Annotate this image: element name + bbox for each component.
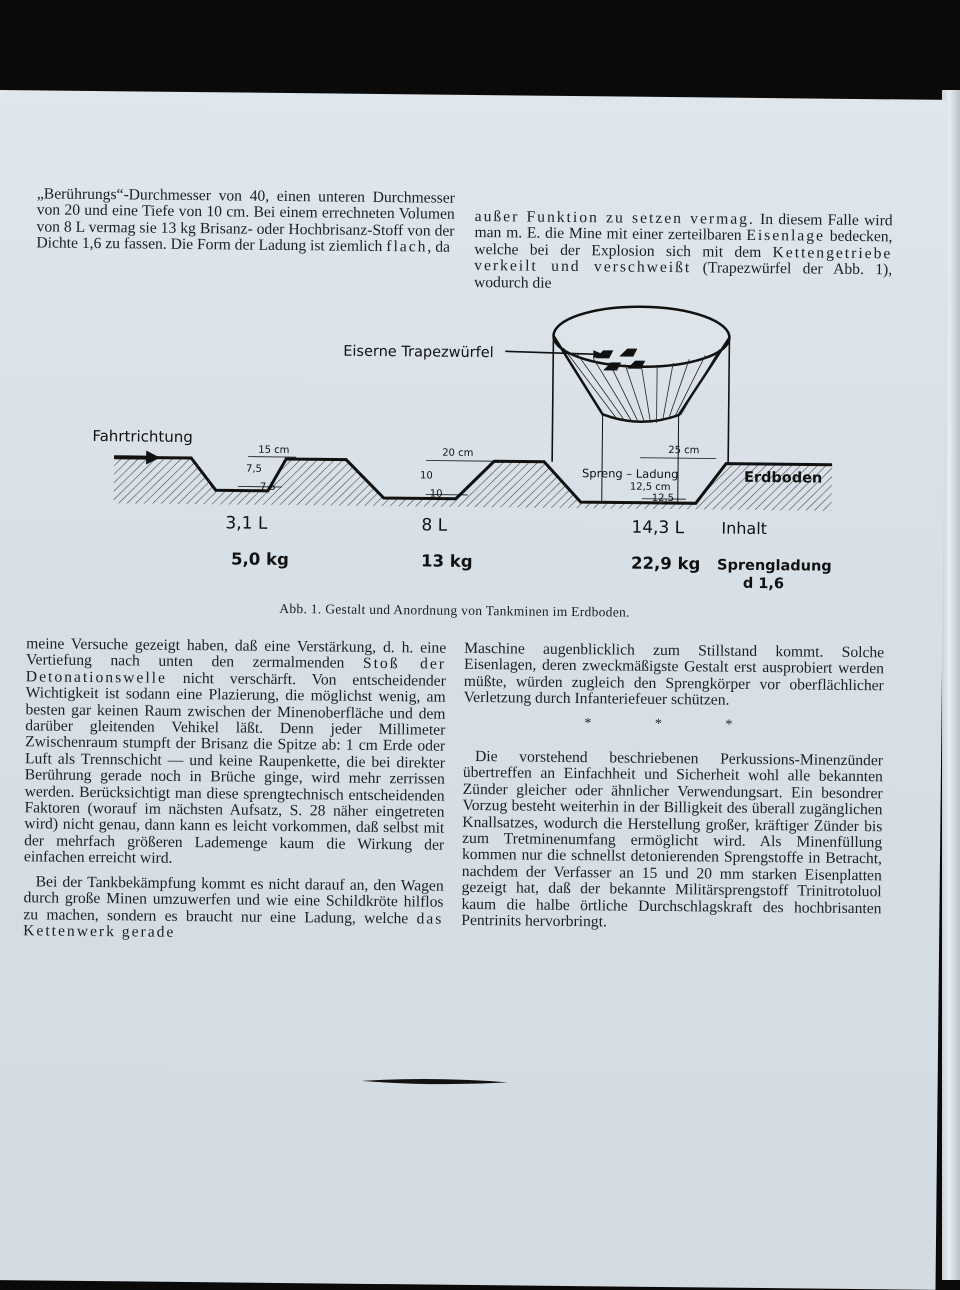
bottom-left-paragraph-1: meine Versuche gezeigt haben, daß eine Verstärkung, d. h. eine Vertiefung nach unten den zermalmenden Stoß der Detonationswelle nicht verschärft. Von entscheidender Wichtigkeit ist sodann eine Plazierung, die möglichst wenig, am besten gar keinen Raum zwischen der Minenoberfläche und dem darüber gleitenden Vehikel läßt. Denn jeder Millimeter Zwischenraum stumpft der Brisanz die Spitze ab: 1 cm Erde oder Luft als Trennschicht — und keine Raupenkette, die bei direkter Berührung gerade noch in Brüche ginge, wird mehr zerrissen werden. Berücksichtigt man diese sprengtechnisch entscheidenden Faktoren (worauf im nächsten Aufsatz, S. 28 näher eingetreten wird) nicht genau, dann kann es leicht vorkommen, daß selbst mit der mehrfach größeren Lademenge kaum die Wirkung der einfachen erreicht wird. xyxy=(24,636,446,870)
document-page xyxy=(0,90,948,1290)
section-separator-stars: * * * xyxy=(463,715,883,736)
bottom-left-column xyxy=(23,636,446,944)
svg-text:12,5 cm: 12,5 cm xyxy=(630,482,671,493)
mass-mine-3: 22,9 kg xyxy=(631,554,700,574)
bottom-right-paragraph-1: Maschine augenblicklich zum Stillstand kommt. Solche Eisenlagen, deren zweckmäßigste Gestalt erst ausprobiert werden müßte, würden zugleich den Sprengkörper vor oberflächlicher Verletzung durch Infanteriefeuer schützen. xyxy=(464,641,885,711)
iron-cover-top xyxy=(553,306,730,368)
label-inhalt: Inhalt xyxy=(721,519,767,538)
label-density: d 1,6 xyxy=(743,576,784,592)
top-right-paragraph: außer Funktion zu setzen vermag. In diesem Falle wird man m. E. die Mine mit einer zerteilbaren Eisenlage bedecken, welche bei der Explosion sich mit dem Kettengetriebe verkeilt und verschweißt (Trapezwürfel der Abb. 1), wodurch die xyxy=(474,209,893,295)
bottom-right-column xyxy=(461,641,884,934)
svg-text:20 cm: 20 cm xyxy=(442,448,473,459)
decorative-end-rule xyxy=(362,1077,508,1087)
svg-text:7,5: 7,5 xyxy=(260,482,276,493)
volume-mine-3: 14,3 L xyxy=(631,518,684,539)
label-erdboden: Erdboden xyxy=(744,470,822,487)
svg-text:15 cm: 15 cm xyxy=(258,445,289,456)
tank-mine-diagram xyxy=(0,90,948,610)
label-sprengladung: Sprengladung xyxy=(717,558,832,575)
volume-mine-1: 3,1 L xyxy=(225,513,268,533)
bottom-left-paragraph-2: Bei der Tankbekämpfung kommt es nicht darauf an, den Wagen durch große Minen umzuwerfen und wie eine Schildkröte hilflos zu machen, sondern es braucht nur eine Ladung, welche das Kettenwerk gerade xyxy=(23,874,444,944)
svg-text:12,5: 12,5 xyxy=(652,493,674,504)
svg-text:10: 10 xyxy=(420,470,433,481)
mass-mine-1: 5,0 kg xyxy=(231,549,289,569)
bottom-right-paragraph-2: Die vorstehend beschriebenen Perkussions-Minenzünder übertreffen an Einfachheit und Sicherheit wohl alle bekannten Zünder gleicher oder ähnlicher Verwendungsart. Ein besondrer Vorzug besteht weiterhin in der Billigkeit des überall zugänglichen Knallsatzes, wodurch die Herstellung großer, kräftiger Zünder bis zum Tretminenumfang ermöglicht wird. Als Minenfüllung kommen nur die schnellst detonierenden Sprengstoffe in Betracht, nachdem der Verfasser an 15 und 20 mm starken Eisenplatten gezeigt hat, daß der bekannte Militärsprengstoff Trinitrotoluol kaum die halbe örtliche Durchschlagskraft des hochbrisanten Pentrinits hervorbringt. xyxy=(461,749,883,934)
label-fahrtrichtung: Fahrtrichtung xyxy=(92,427,193,446)
mass-mine-2: 13 kg xyxy=(421,551,473,571)
volume-mine-2: 8 L xyxy=(421,515,447,535)
figure-caption: Abb. 1. Gestalt und Anordnung von Tankminen im Erdboden. xyxy=(215,600,695,621)
svg-text:10: 10 xyxy=(430,489,443,500)
svg-text:7,5: 7,5 xyxy=(246,464,262,475)
top-left-paragraph: „Berührungs“-Durchmesser von 40, einen unteren Durchmesser von 20 und eine Tiefe von 10 cm. Bei einem errechneten Volumen von 8 L vermag sie 13 kg Brisanz- oder Hochbrisanz-Stoff von der Dichte 1,6 zu fassen. Die Form der Ladung ist ziemlich flach, da xyxy=(36,186,455,256)
spaced-word-flach: flach xyxy=(386,238,427,255)
label-eiserne-trapezwuerfel: Eiserne Trapezwürfel xyxy=(343,344,494,362)
svg-text:Spreng – Ladung: Spreng – Ladung xyxy=(582,466,679,481)
svg-text:25 cm: 25 cm xyxy=(668,445,699,456)
